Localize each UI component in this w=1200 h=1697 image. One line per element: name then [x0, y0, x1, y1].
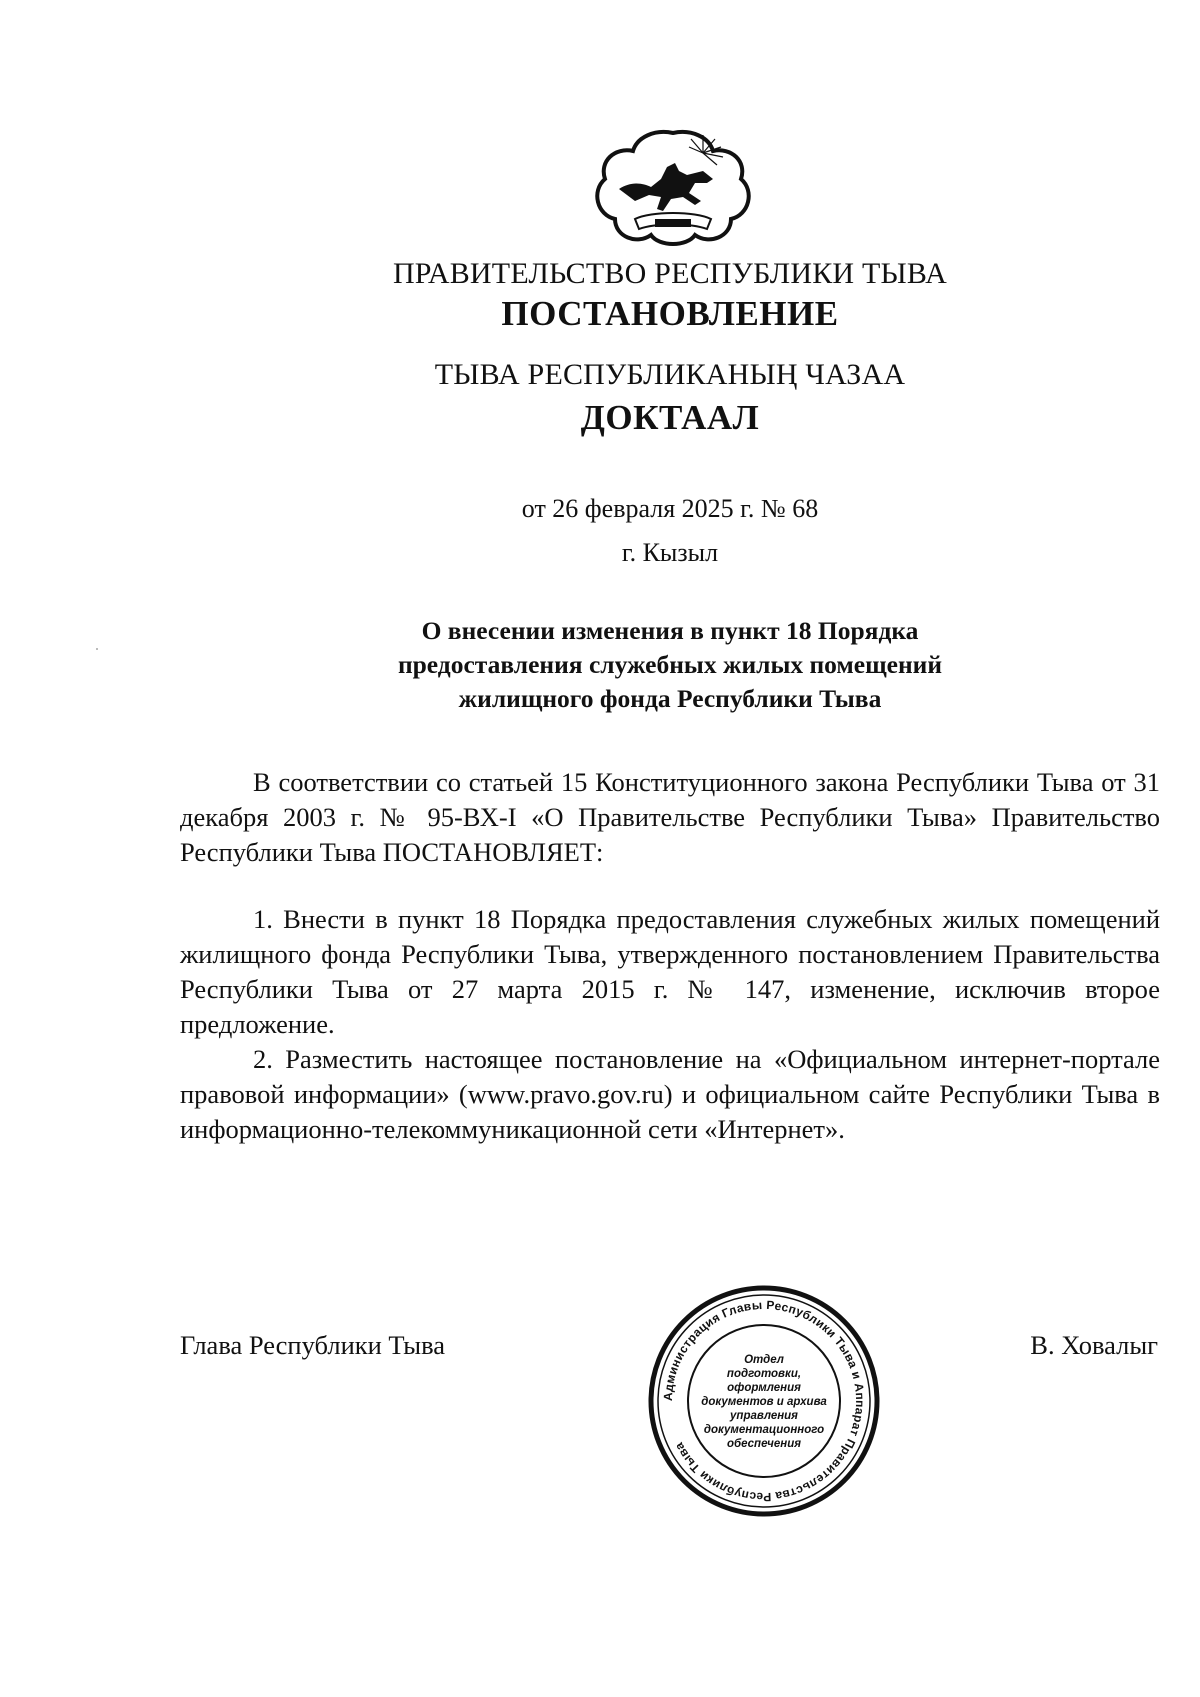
seal-inner-line: документов и архива — [701, 1396, 827, 1408]
city: г. Кызыл — [621, 538, 719, 567]
government-name-tyv: ТЫВА РЕСПУБЛИКАНЫҢ ЧАЗАА — [434, 358, 906, 391]
item-1-paragraph: 1. Внести в пункт 18 Порядка предоставления служебных жилых помещений жилищного фонда Республики Тыва, утвержденного постановлением Правительства Республики Тыва от 27 марта 2015 г. № 147, изменение, исключив второе предложение. — [180, 904, 1160, 1039]
seal-inner-line: Отдел — [744, 1354, 784, 1366]
title-line-2: предоставления служебных жилых помещений — [397, 650, 943, 679]
date-and-number: от 26 февраля 2025 г. № 68 — [521, 494, 819, 523]
document-title — [180, 614, 1160, 716]
item-2-paragraph: 2. Разместить настоящее постановление на «Официальном интернет-портале правовой информации» (www.pravo.gov.ru) и официальном сайте Республики Тыва в информационно-телекоммуникационной сети «Интернет». — [180, 1044, 1160, 1144]
official-stamp-icon — [646, 1283, 882, 1519]
seal-outer-text: Администрация Главы Республики Тыва и Аппарат Правительства Республики Тыва — [660, 1297, 868, 1505]
signatory-position: Глава Республики Тыва — [180, 1330, 446, 1360]
signatory-name: В. Ховалыг — [1030, 1330, 1158, 1360]
seal-inner-line: документационного — [703, 1424, 825, 1436]
scan-speck — [96, 648, 98, 650]
document-type-tyv: ДОКТААЛ — [580, 398, 760, 437]
government-name-ru: ПРАВИТЕЛЬСТВО РЕСПУБЛИКИ ТЫВА — [392, 257, 948, 290]
seal-inner-line: подготовки, — [726, 1368, 802, 1380]
tuva-emblem-icon — [591, 127, 755, 247]
document-type-ru: ПОСТАНОВЛЕНИЕ — [501, 294, 839, 333]
seal-inner-line: оформления — [727, 1382, 801, 1394]
seal-inner-line: обеспечения — [726, 1438, 802, 1450]
title-line-3: жилищного фонда Республики Тыва — [458, 684, 882, 713]
preamble-paragraph: В соответствии со статьей 15 Конституционного закона Республики Тыва от 31 декабря 2003 г. № 95-ВХ-I «О Правительстве Республики Тыва» Правительство Республики Тыва ПОСТАНОВЛЯЕТ: — [180, 767, 1160, 867]
title-line-1: О внесении изменения в пункт 18 Порядка — [421, 616, 919, 645]
seal-inner-line: управления — [730, 1410, 798, 1422]
